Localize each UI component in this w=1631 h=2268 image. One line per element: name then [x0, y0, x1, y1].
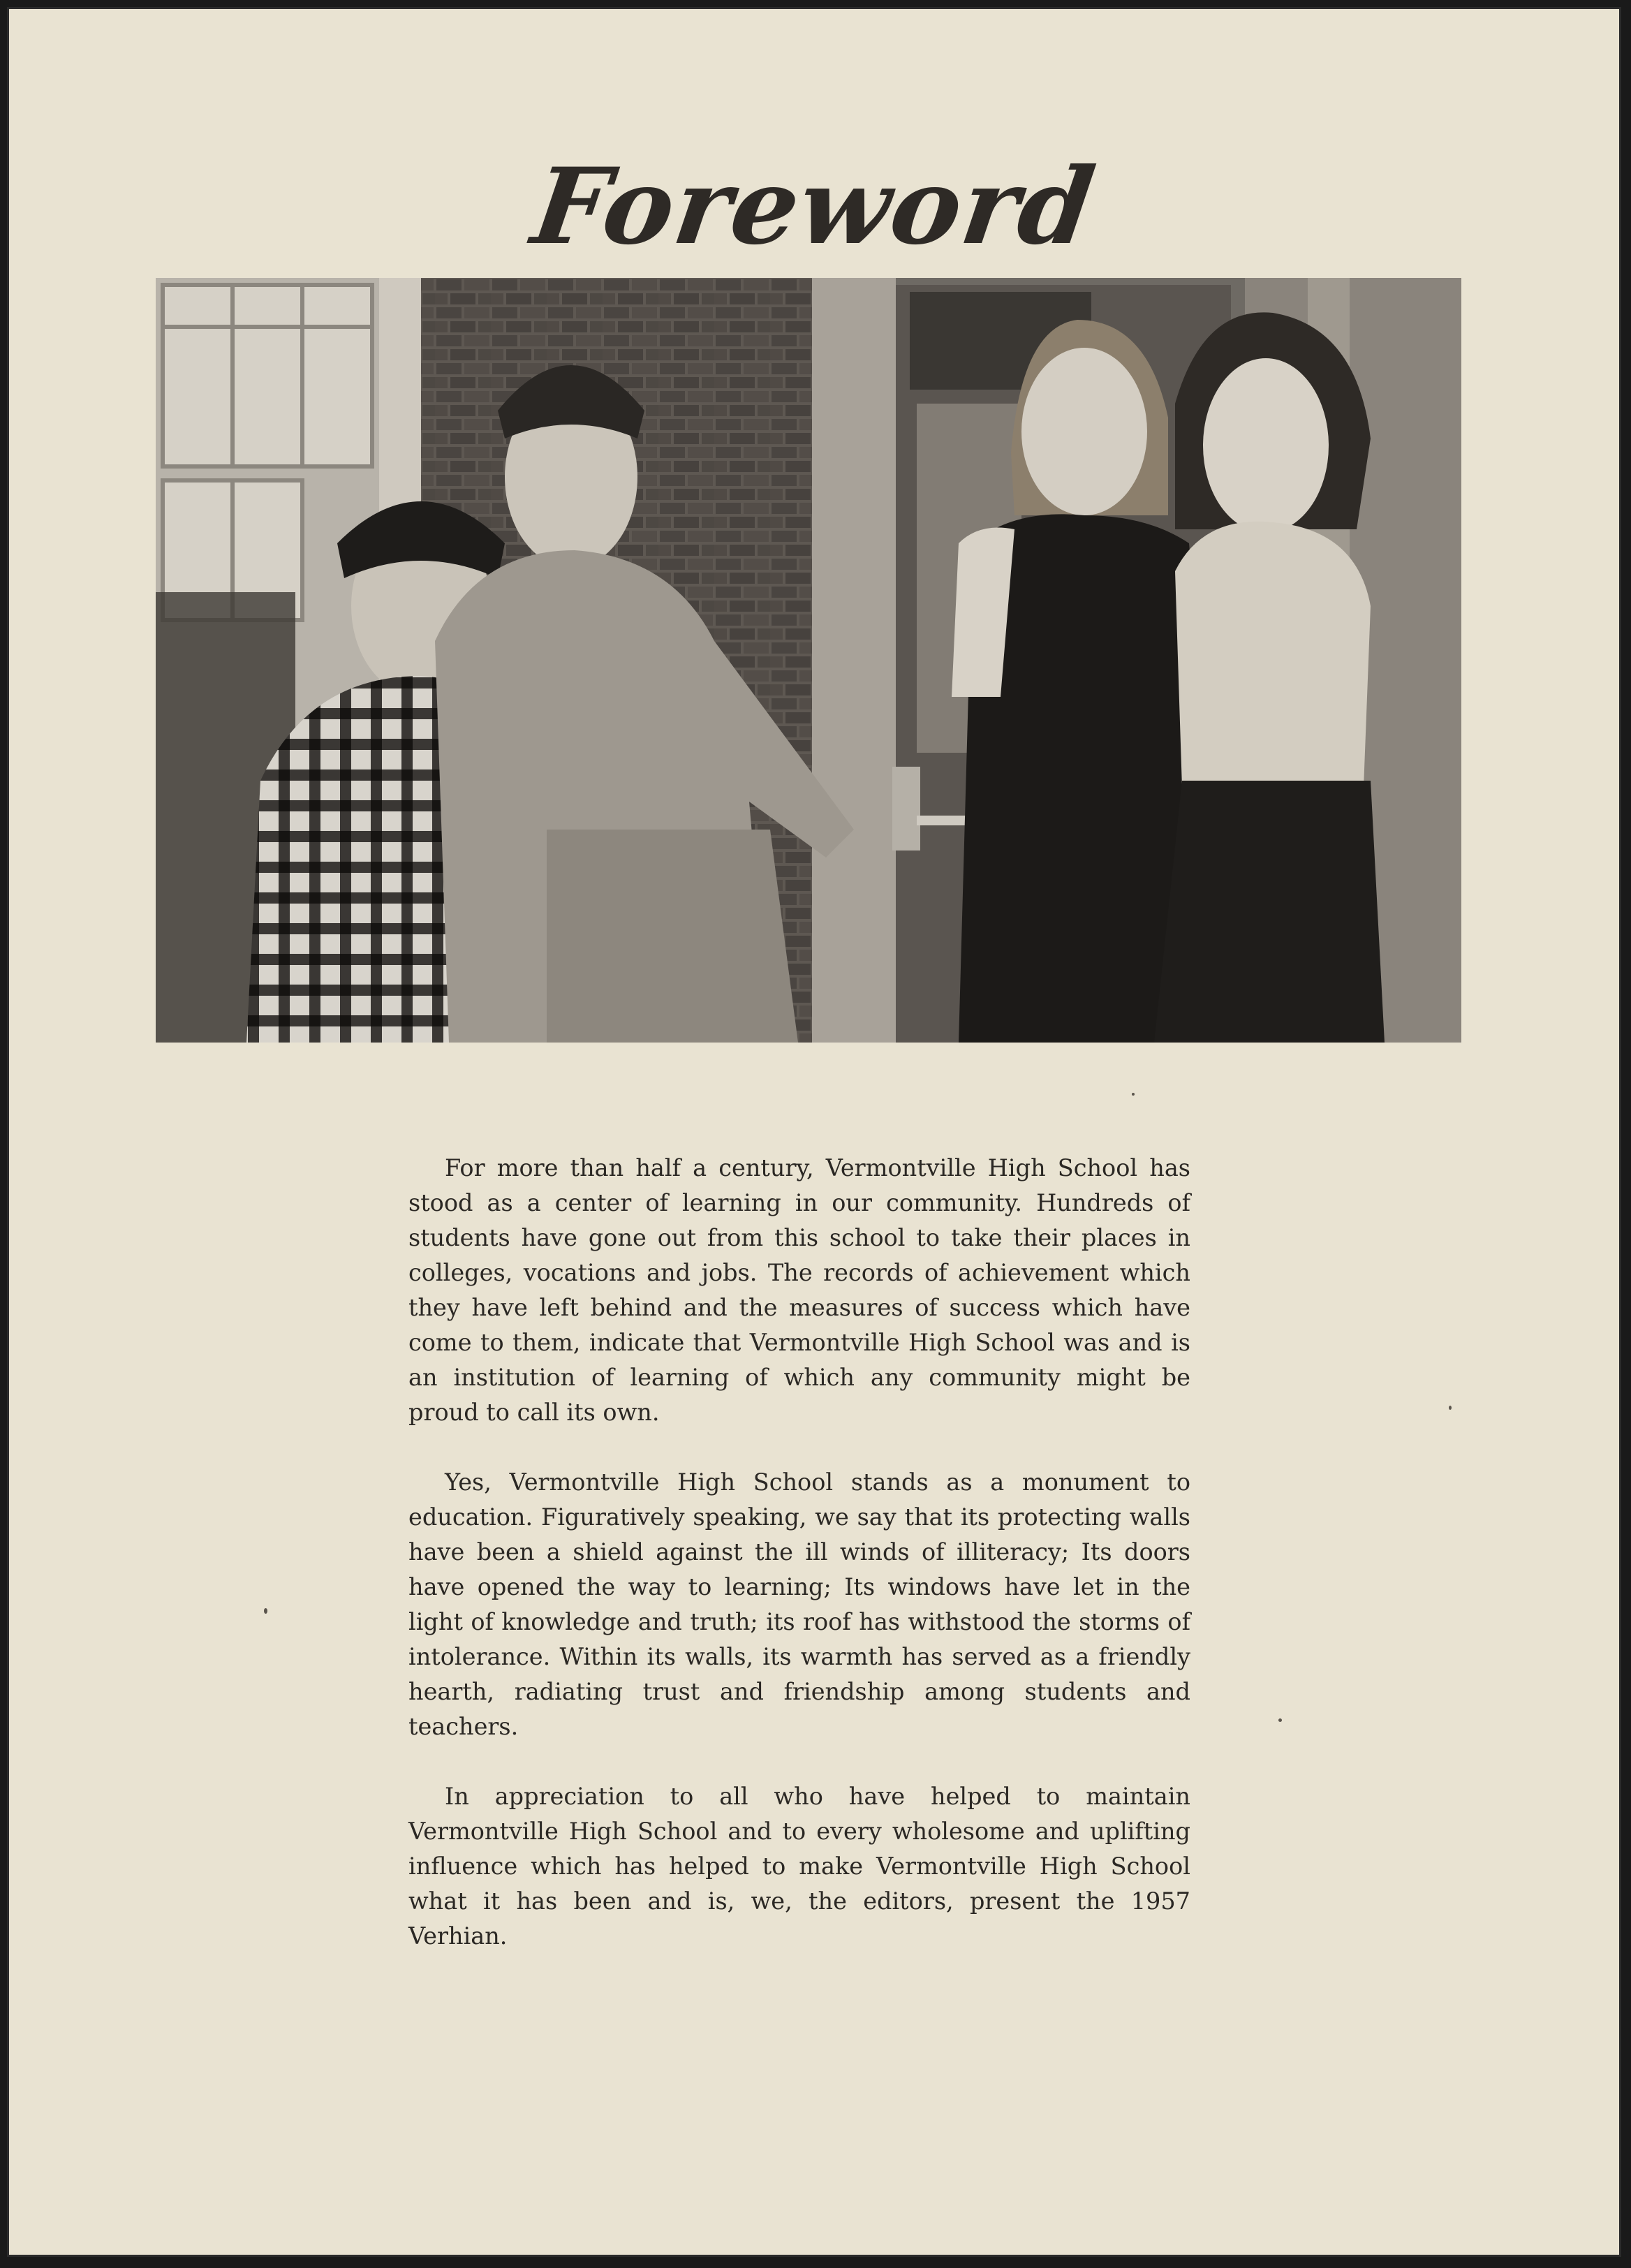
foreword-photo	[156, 278, 1461, 1043]
paper-speck	[1132, 1093, 1135, 1096]
foreword-text	[408, 1151, 1190, 1989]
yearbook-page	[7, 7, 1621, 2257]
paragraph-2: Yes, Vermontville High School stands as a monument to education. Figuratively speaking, we say that its protecting walls have been a shield against the ill winds of illiteracy; Its doors have opened the way to learning; Its windows have let in the light of knowledge and truth; its roof has withstood the storms of intolerance. Within its walls, its warmth has served as a friendly hearth, radiating trust and friendship among students and teachers.	[408, 1468, 1190, 1740]
paper-speck	[1449, 1406, 1452, 1410]
paper-speck	[264, 1608, 267, 1614]
paragraph-1: For more than half a century, Vermontville High School has stood as a center of learning in our community. Hundreds of students have gone out from this school to take their places in colleges, vocations and jobs. The records of achievement which they have left behind and the measures of success which have come to them, indicate that Vermontville High School was and is an institution of learning of which any community might be proud to call its own.	[408, 1154, 1190, 1426]
paragraph-3: In appreciation to all who have helped to maintain Vermontville High School and to every wholesome and uplifting influence which has helped to make Vermontville High School what it has been and is, we, the editors, present the 1957 Verhian.	[408, 1783, 1190, 1950]
paper-speck	[1278, 1718, 1282, 1722]
page-title: Foreword	[525, 145, 1103, 268]
